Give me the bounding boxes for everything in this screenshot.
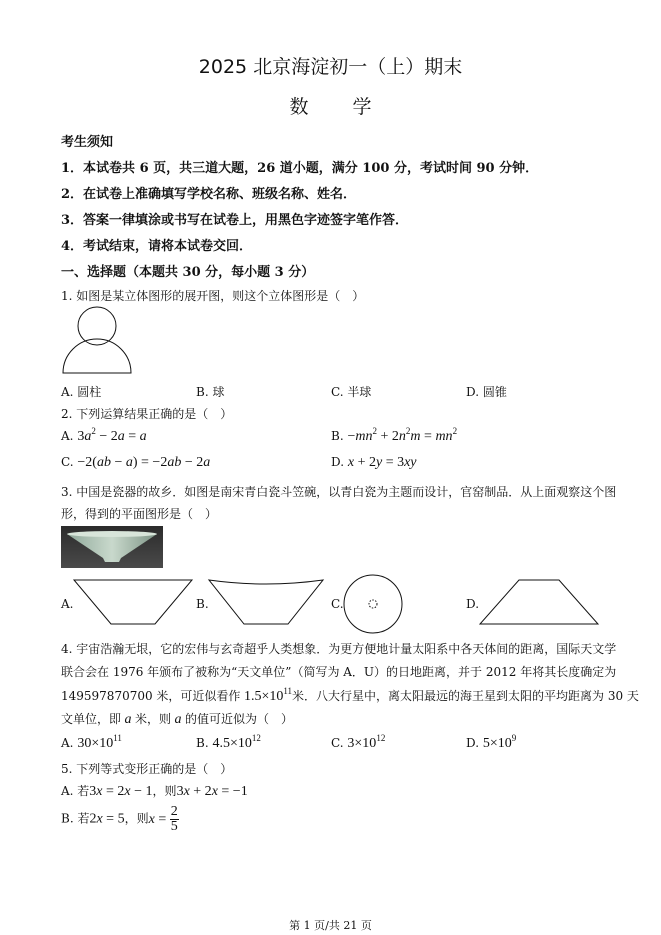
option-d[interactable]: D. x + 2y = 3xy [331,455,417,470]
question-4-stem-cont: 联合会在 1976 年颁布了被称为“天文单位”（简写为 A．U）的日地距离，并于 2012 年将其长度确定为 [61,665,617,679]
page-footer: 第 1 页/共 21 页 [289,919,372,932]
option-b-label[interactable]: B. [196,597,209,611]
section-heading: 一、选择题（本题共 30 分，每小题 3 分） [61,265,315,280]
option-a[interactable]: A. 若3x = 2x − 1，则3x + 2x = −1 [61,784,248,799]
question-1-stem: 1. 如图是某立体图形的展开图，则这个立体图形是（ ） [61,289,365,303]
variable-a: a [121,712,136,727]
option-a[interactable]: A. 圆柱 [61,385,102,399]
option-d[interactable]: D. $5\times 10^9$ [466,733,517,751]
notice-item: 2．在试卷上准确填写学校名称、班级名称、姓名． [61,187,357,202]
option-d-figure[interactable] [478,578,600,626]
formula: $30\times 10^{11}$ [77,733,122,751]
option-d-label[interactable]: D. [466,597,480,611]
variable-a: a [171,712,186,727]
notice-item: 1．本试卷共 6 页，共三道大题，26 道小题，满分 100 分，考试时间 90 分钟． [61,161,539,176]
question-3-stem: 3. 中国是瓷器的故乡．如图是南宋青白瓷斗笠碗，以青白瓷为主题而设计，官窑制品．从上面观察这个图 [61,485,617,499]
notice-item: 4．考试结束，请将本试卷交回． [61,239,253,254]
option-b[interactable]: B. $-mn^2 + 2n^2m = mn^2$ [331,426,458,444]
net-figure [58,304,138,376]
option-c[interactable]: C. −2(ab − a) = −2ab − 2a [61,455,211,470]
option-b-figure[interactable] [207,578,325,626]
notice-item: 3．答案一律填涂或书写在试卷上，用黑色字迹签字笔作答． [61,213,409,228]
formula: x = $\frac{2}{5}$ [148,804,178,834]
formula: x + 2y = 3xy [347,455,417,470]
notice-heading: 考生须知 [61,135,114,150]
option-d[interactable]: D. 圆锥 [466,385,507,399]
question-5-stem: 5. 下列等式变形正确的是（ ） [61,762,233,776]
option-a[interactable]: A. $30\times 10^{11}$ [61,733,122,751]
question-4-stem: 4. 宇宙浩瀚无垠，它的宏伟与玄奇超乎人类想象．为更方便地计量太阳系中各天体间的距离，国际天文学 [61,642,617,656]
option-b[interactable]: B. $4.5\times 10^{12}$ [196,733,261,751]
formula: $3a^2 - 2a = a$ [77,426,147,444]
question-4-stem-cont: 149597870700 米，可近似看作 $1.5\times 10^{11}$米．八大行星中，离太阳最远的海王星到太阳的平均距离为 30 天 [61,686,639,704]
formula: $4.5\times 10^{12}$ [212,733,261,751]
formula: 2x = 5 [89,811,125,827]
formula: $3\times 10^{12}$ [347,733,386,751]
option-c-figure[interactable] [342,573,404,635]
option-a-label[interactable]: A. [61,597,74,611]
question-2-stem: 2. 下列运算结果正确的是（ ） [61,407,233,421]
subject-title: 数学 [289,96,416,118]
bowl-photo [61,526,163,568]
option-c[interactable]: C. 半球 [331,385,372,399]
question-3-stem-cont: 形，得到的平面图形是（ ） [61,507,218,521]
formula: $-mn^2 + 2n^2m = mn^2$ [347,426,458,444]
formula: 3x + 2x = −1 [176,784,248,799]
option-a-figure[interactable] [72,578,194,626]
formula: $1.5\times 10^{11}$ [240,686,293,704]
option-b[interactable]: B. 球 [196,385,225,399]
page-title: 2025 北京海淀初一（上）期末 [198,56,463,78]
formula: $5\times 10^9$ [482,733,517,751]
formula: −2(ab − a) = −2ab − 2a [77,455,211,470]
formula: 3x = 2x − 1 [89,784,153,799]
option-b[interactable]: B. 若2x = 5，则x = $\frac{2}{5}$ [61,804,178,834]
option-c-label[interactable]: C. [331,597,344,611]
option-c[interactable]: C. $3\times 10^{12}$ [331,733,386,751]
option-a[interactable]: A. $3a^2 - 2a = a$ [61,426,147,444]
question-4-stem-cont: 文单位，即 a 米，则 a 的值可近似为（ ） [61,712,294,727]
